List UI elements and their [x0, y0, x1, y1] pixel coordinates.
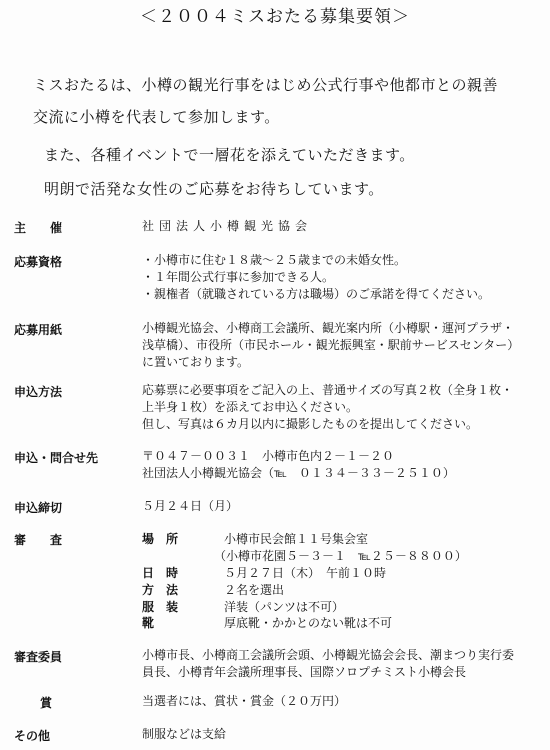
forms-label: 応募用紙	[14, 323, 63, 337]
screening-shoes-label: 靴	[142, 616, 155, 630]
intro-line-2: 交流に小樽を代表して参加します。	[33, 108, 280, 126]
method-line-2: 上半身１枚）を添えてお申込ください。	[142, 400, 359, 414]
screening-dress-label: 服 装	[142, 600, 179, 614]
screening-datetime-label: 日 時	[142, 566, 179, 580]
eligibility-line-3: ・親権者（就職されている方は職場）のご承諾を得てください。	[142, 287, 491, 301]
eligibility-line-2: ・１年間公式行事に参加できる人。	[142, 270, 335, 284]
eligibility-label: 応募資格	[14, 255, 63, 269]
organizer-label: 主 催	[14, 221, 63, 235]
page-title: ＜２００４ミスおたる募集要領＞	[140, 7, 410, 27]
screening-method-label: 方 法	[142, 583, 179, 597]
judges-line-1: 小樽市長、小樽商工会議所会頭、小樽観光協会会長、潮まつり実行委	[142, 648, 515, 662]
contact-address: 〒０４７－００３１ 小樽市色内２－１－２０	[142, 449, 395, 463]
screening-method: ２名を選出	[224, 583, 285, 597]
screening-datetime: ５月２７日（木） 午前１０時	[224, 566, 387, 580]
method-line-1: 応募票に必要事項をご記入の上、普通サイズの写真２枚（全身１枚・	[142, 383, 514, 397]
screening-venue-address: （小樽市花園５－３－１ ℡２５－８８００）	[214, 549, 467, 563]
judges-label: 審査委員	[14, 650, 63, 664]
forms-line-2: 浅草橋）、市役所（市民ホール・観光振興室・駅前サービスセンター）	[142, 338, 520, 352]
organizer-value: 社団法人小樽観光協会	[142, 219, 313, 233]
other-value: 制服などは支給	[142, 727, 227, 741]
method-line-3: 但し、写真は６カ月以内に撮影したものを提出してください。	[142, 417, 479, 431]
other-label: その他	[14, 729, 51, 743]
prize-label: 賞	[40, 696, 53, 710]
forms-line-1: 小樽観光協会、小樽商工会議所、観光案内所（小樽駅・運河プラザ・	[142, 321, 515, 335]
forms-line-3: に置いております。	[142, 355, 250, 369]
intro-line-3: また、各種イベントで一層花を添えていただきます。	[44, 146, 415, 164]
deadline-value: ５月２４日（月）	[142, 499, 239, 513]
intro-line-4: 明朗で活発な女性のご応募をお待ちしています。	[44, 180, 384, 198]
screening-label: 審 査	[14, 533, 63, 547]
prize-value: 当選者には、賞状・賞金（２０万円）	[142, 694, 347, 708]
contact-phone: 社団法人小樽観光協会（℡ ０１３４－３３－２５１０）	[142, 466, 455, 480]
screening-dress: 洋装（パンツは不可）	[224, 600, 345, 614]
screening-shoes: 厚底靴・かかとのない靴は不可	[224, 616, 393, 630]
deadline-label: 申込締切	[14, 501, 63, 515]
screening-venue: 小樽市民会館１１号集会室	[224, 532, 369, 546]
eligibility-line-1: ・小樽市に住む１８歳～２５歳までの未婚女性。	[142, 253, 407, 267]
method-label: 申込方法	[14, 385, 63, 399]
contact-label: 申込・問合せ先	[14, 451, 99, 465]
judges-line-2: 員長、小樽青年会議所理事長、国際ソロプチミスト小樽会長	[142, 665, 467, 679]
screening-venue-label: 場 所	[142, 532, 179, 546]
intro-line-1: ミスおたるは、小樽の観光行事をはじめ公式行事や他都市との親善	[33, 76, 499, 94]
